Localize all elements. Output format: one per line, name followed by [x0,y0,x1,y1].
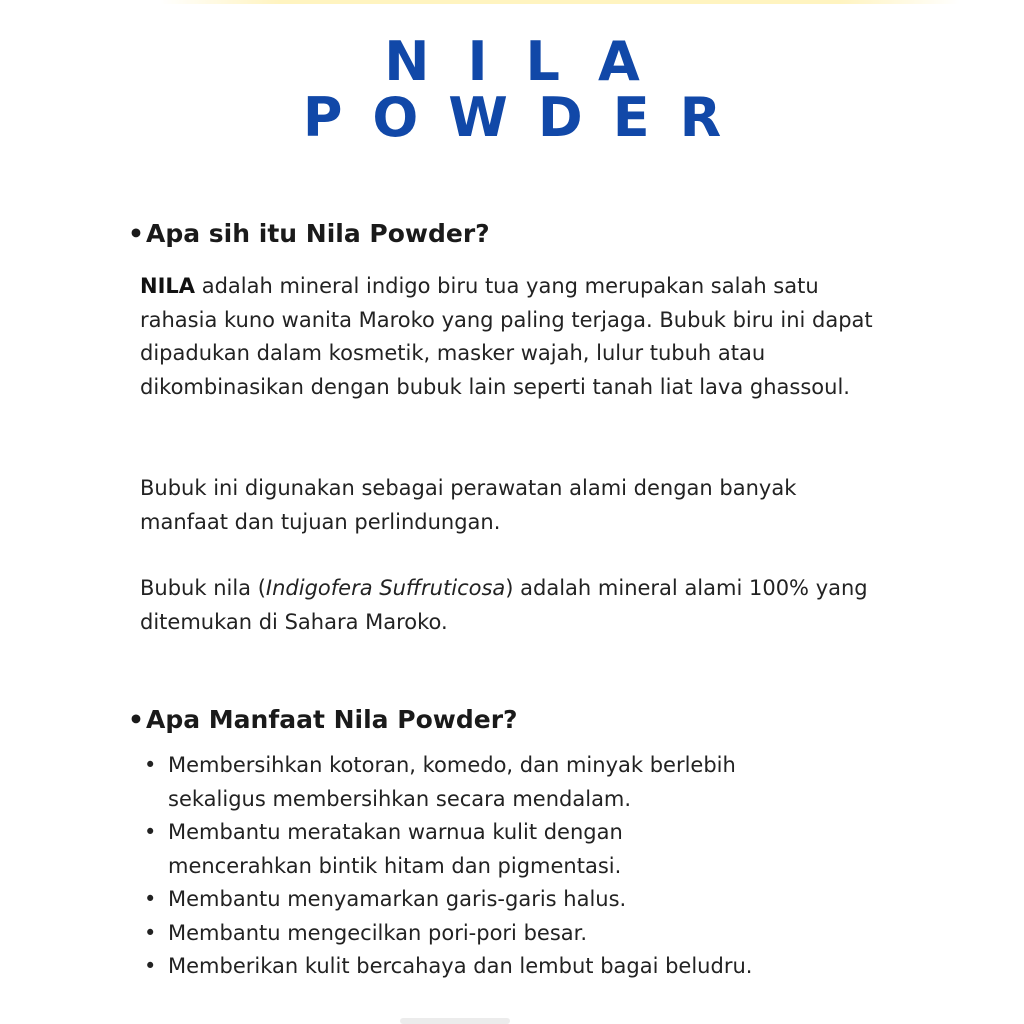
bullet-icon: • [144,753,157,777]
paragraph-origin [140,572,930,639]
list-item [144,950,964,984]
list-item-text: Membersihkan kotoran, komedo, dan minyak berlebih sekaligus membersihkan secara mendalam. [168,753,736,811]
paragraph-origin-after: ) adalah mineral alami 100% yang ditemukan di Sahara Maroko. [140,576,868,634]
list-item-text: Membantu mengecilkan pori-pori besar. [168,920,588,945]
benefits-list [144,749,964,984]
list-item [144,917,964,951]
paragraph-intro-text: adalah mineral indigo biru tua yang merupakan salah satu rahasia kuno wanita Maroko yang paling terjaga. Bubuk biru ini dapat dipadukan dalam kosmetik, masker wajah, lulur tubuh atau dikombinasikan dengan bubuk lain seperti tanah liat lava ghassoul. [140,274,873,399]
section-heading-what-is-text: Apa sih itu Nila Powder? [145,219,490,248]
bullet-icon: • [144,920,157,945]
section-heading-what-is [128,218,490,250]
list-item [144,816,728,883]
section-heading-benefits-text: Apa Manfaat Nila Powder? [145,705,518,734]
list-item [144,749,818,816]
bullet-icon: • [144,820,157,844]
list-item-text: Memberikan kulit bercahaya dan lembut bagai beludru. [168,954,753,978]
list-item-text: Membantu meratakan warnua kulit dengan mencerahkan bintik hitam dan pigmentasi. [168,820,623,878]
top-decorative-strip [160,0,960,4]
title-line-nila: NILA [384,30,678,93]
bullet-icon: • [144,954,157,978]
heading-bullet-icon: • [128,705,144,734]
paragraph-intro-bold: NILA [140,274,196,298]
bottom-decorative-mark [400,1018,510,1024]
heading-bullet-icon: • [128,219,144,248]
paragraph-origin-before: Bubuk nila ( [140,576,266,600]
bullet-icon: • [144,887,157,911]
title-line-powder: POWDER [302,86,752,149]
paragraph-origin-latin-name: Indigofera Suffruticosa [265,576,506,600]
list-item-text: Membantu menyamarkan garis-garis halus. [168,887,627,911]
section-heading-benefits [128,704,518,736]
list-item [144,883,964,917]
paragraph-usage: Bubuk ini digunakan sebagai perawatan alami dengan banyak manfaat dan tujuan perlindungan. [140,476,797,534]
paragraph-intro [140,270,900,404]
